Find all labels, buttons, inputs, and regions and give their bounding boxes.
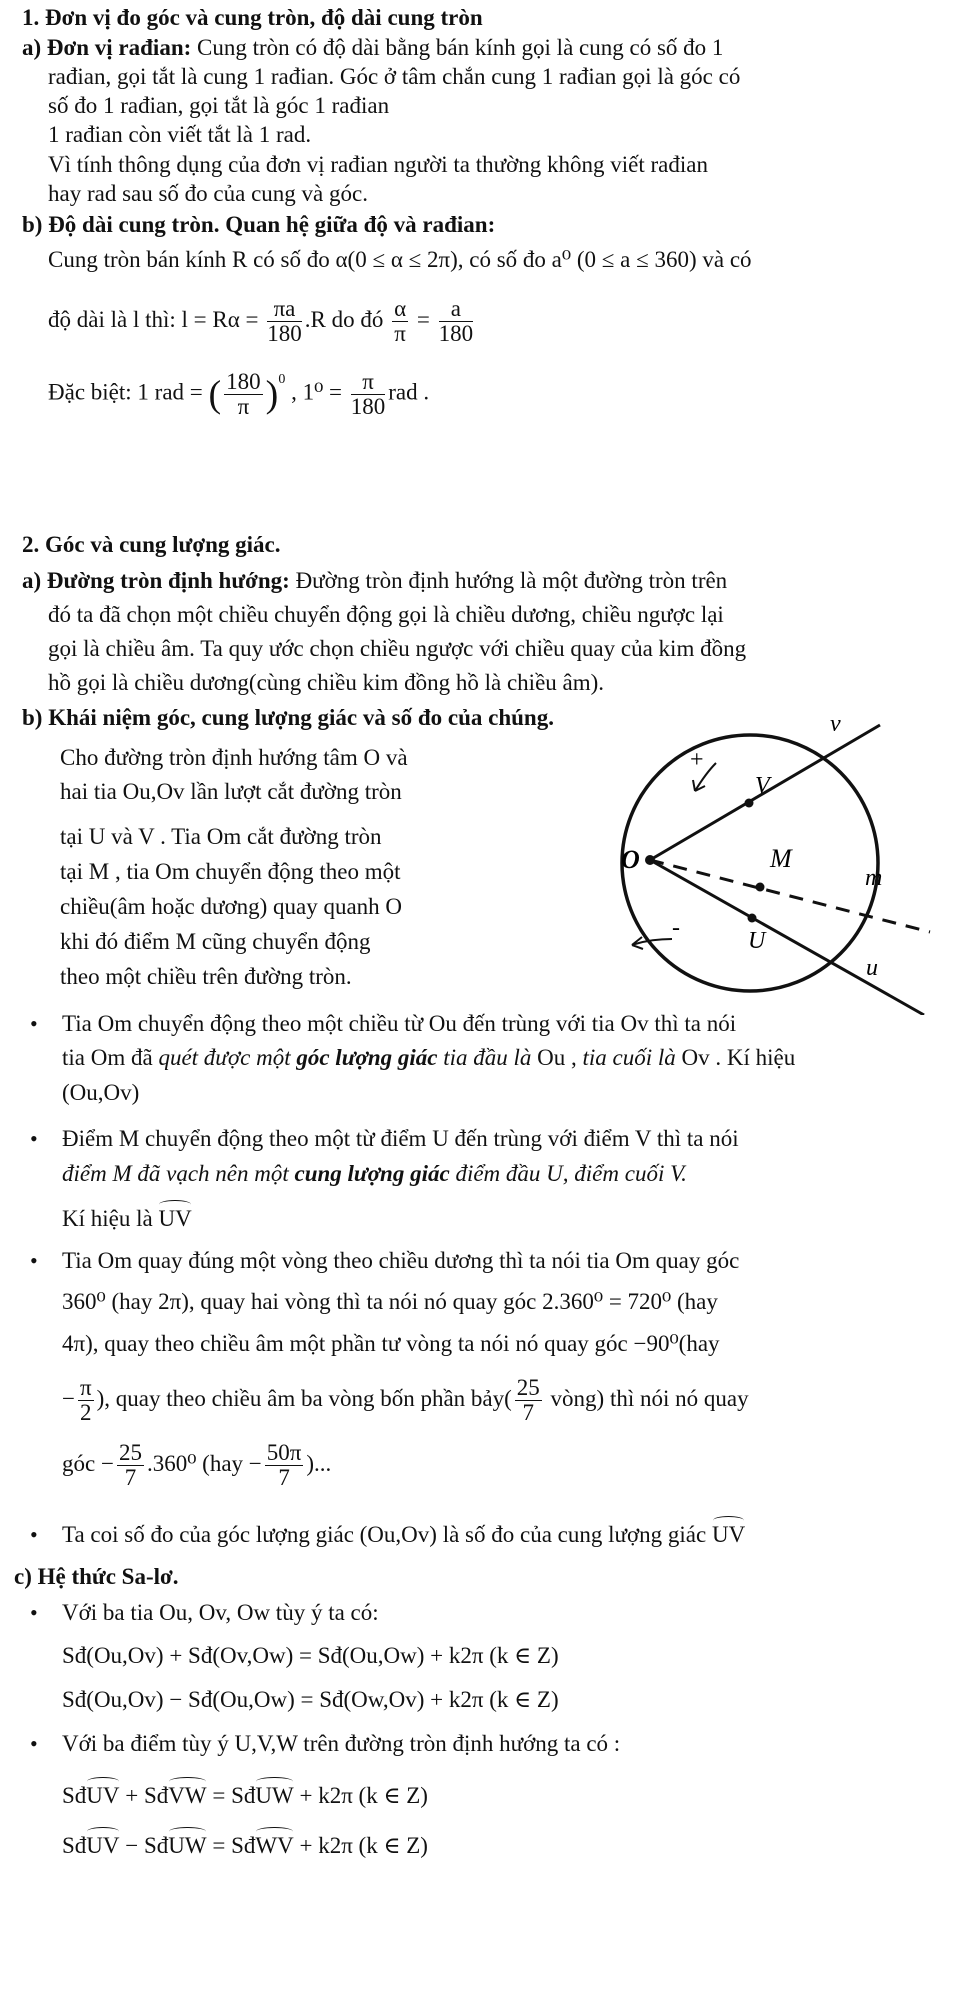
label-v-ray: v — [830, 711, 841, 737]
right-paren: ) — [265, 373, 279, 416]
s2-b-text-line: hai tia Ou,Ov lần lượt cắt đường tròn — [60, 779, 402, 804]
bullet-2-line-2 — [62, 1160, 687, 1188]
s2-b-text-line: khi đó điểm M cũng chuyển động — [60, 929, 371, 954]
label-point-v: V — [755, 773, 770, 799]
bullet-3-line-2: 360⁰ (hay 2π), quay hai vòng thì ta nói nó quay góc 2.360⁰ = 720⁰ (hay — [62, 1289, 718, 1314]
fraction-denominator: 2 — [80, 1400, 92, 1426]
center-point-o — [645, 855, 655, 865]
text-run-italic: điểm đầu U, điểm cuối V. — [455, 1161, 687, 1186]
s1-b-formula-line — [48, 292, 476, 348]
text-run: .360⁰ (hay − — [146, 1451, 262, 1476]
label-minus: - — [672, 915, 680, 941]
bullet-dot: • — [30, 1731, 38, 1756]
text-run: + k2π (k ∈ Z) — [293, 1833, 428, 1858]
label-point-m: M — [770, 844, 792, 873]
fraction-numerator: 25 — [118, 1440, 142, 1466]
dacbiet-mid: , 1⁰ = — [291, 379, 343, 405]
fraction-numerator: 180 — [226, 368, 261, 394]
s1-a-line-3: số đo 1 rađian, gọi tắt là góc 1 rađian — [48, 93, 390, 118]
s1-b-formula-mid: .R do đó — [304, 307, 384, 332]
fraction-pi-over-2 — [78, 1376, 94, 1425]
label-u-ray: u — [866, 955, 878, 981]
point-u — [748, 914, 757, 923]
s1-b-label: b) Độ dài cung tròn. Quan hệ giữa độ và rađian: — [22, 212, 496, 237]
s1-a-line-6: hay rad sau số đo của cung và góc. — [48, 181, 368, 206]
arc-uv: UV — [86, 1783, 120, 1808]
bullet-1-line-1: Tia Om chuyển động theo một chiều từ Ou đến trùng với tia Ov thì ta nói — [62, 1011, 737, 1036]
text-run: Ta coi số đo của góc lượng giác (Ou,Ov) là số đo của cung lượng giác — [62, 1522, 707, 1547]
s1-dacbiet-line — [48, 360, 429, 422]
fraction-numerator: α — [394, 296, 407, 322]
text-run-bold-italic: cung lượng giác — [294, 1161, 450, 1186]
text-run: = Sđ — [206, 1833, 256, 1858]
dacbiet-end: rad . — [388, 379, 430, 405]
s1-a-label: a) Đơn vị rađian: — [22, 35, 192, 60]
fraction-denominator: π — [394, 321, 406, 347]
s2-a-label: a) Đường tròn định hướng: — [22, 568, 290, 593]
text-run-italic: tia cuối là — [582, 1045, 676, 1070]
text-run: Ov . Kí hiệu — [681, 1045, 796, 1070]
text-run: Sđ — [62, 1783, 87, 1808]
fraction-numerator: π — [79, 1375, 92, 1401]
label-m-ray: m — [865, 865, 883, 891]
s2-b-text-line: theo một chiều trên đường tròn. — [60, 964, 352, 989]
fraction-a-over-180 — [439, 297, 474, 346]
s2-b-text-line: Cho đường tròn định hướng tâm O và — [60, 745, 408, 770]
bullet-dot: • — [30, 1011, 38, 1036]
section-2-heading: 2. Góc và cung lượng giác. — [22, 532, 281, 557]
s1-a-line-5: Vì tính thông dụng của đơn vị rađian người ta thường không viết rađian — [48, 152, 708, 177]
s2-b-heading: b) Khái niệm góc, cung lượng giác và số đo của chúng. — [22, 705, 554, 730]
fraction-25-over-7 — [515, 1376, 542, 1425]
fraction-25-over-7 — [117, 1441, 144, 1490]
left-paren: ( — [208, 373, 222, 416]
bullet-3-line-1: Tia Om quay đúng một vòng theo chiều dương thì ta nói tia Om quay góc — [62, 1248, 740, 1273]
fraction-denominator: 180 — [438, 321, 474, 347]
salo-formula-4 — [62, 1832, 428, 1860]
point-v — [745, 799, 754, 808]
section-c-heading: c) Hệ thức Sa-lơ. — [14, 1564, 179, 1589]
bullet-3-line-3: 4π), quay theo chiều âm một phần tư vòng ta nói nó quay góc −90⁰(hay — [62, 1331, 720, 1356]
label-point-u: U — [748, 928, 766, 954]
bullet-2-line-3 — [62, 1205, 192, 1233]
s2-a-line-3: gọi là chiều âm. Ta quy ước chọn chiều ngược với chiều quay của kim đồng — [48, 636, 747, 661]
s2-a-text-1: Đường tròn định hướng là một đường tròn trên — [295, 568, 728, 593]
s1-a-line-2: rađian, gọi tắt là cung 1 rađian. Góc ở tâm chắn cung 1 rađian gọi là góc có — [48, 64, 741, 89]
fraction-numerator: 25 — [516, 1375, 540, 1401]
arc-wv: WV — [255, 1833, 294, 1858]
s2-a-line-2: đó ta đã chọn một chiều chuyển động gọi là chiều dương, chiều ngược lại — [48, 602, 724, 627]
salo-bullet-2: Với ba điểm tùy ý U,V,W trên đường tròn định hướng ta có : — [62, 1731, 621, 1756]
label-plus: + — [690, 747, 704, 773]
label-center-o: O — [621, 845, 640, 874]
text-run: )... — [306, 1451, 332, 1476]
s2-b-text-line: tại M , tia Om chuyển động theo một — [60, 859, 401, 884]
bullet-2-line-1: Điểm M chuyển động theo một từ điểm U đến trùng với điểm V thì ta nói — [62, 1126, 739, 1151]
arc-uv: UV — [711, 1522, 746, 1547]
point-m — [756, 883, 765, 892]
text-run-italic: quét được một — [158, 1045, 291, 1070]
fraction-numerator: πa — [267, 297, 302, 322]
s1-a-text-1: Cung tròn có độ dài bằng bán kính gọi là cung có số đo 1 — [197, 35, 724, 60]
arc-uv: UV — [158, 1206, 192, 1231]
s2-a-line-4: hồ gọi là chiều dương(cùng chiều kim đồng hồ là chiều âm). — [48, 670, 605, 695]
s2-b-text-line: tại U và V . Tia Om cắt đường tròn — [60, 824, 382, 849]
arc-uv: UV — [86, 1833, 120, 1858]
s1-a-line-1 — [22, 34, 723, 62]
fraction-50pi-over-7 — [265, 1441, 304, 1490]
text-run: = Sđ — [206, 1783, 256, 1808]
salo-formula-1: Sđ(Ou,Ov) + Sđ(Ov,Ow) = Sđ(Ou,Ow) + k2π (k ∈ Z) — [62, 1643, 559, 1668]
bullet-dot: • — [30, 1248, 38, 1273]
text-run: Ou , — [537, 1045, 577, 1070]
fraction-numerator: π — [351, 370, 386, 395]
fraction-denominator: 7 — [124, 1465, 137, 1491]
text-run-bold-italic: góc lượng giác — [296, 1045, 438, 1070]
arc-vw: VW — [168, 1783, 207, 1808]
salo-formula-3 — [62, 1782, 428, 1810]
bullet-1-line-2 — [62, 1044, 795, 1072]
s1-a-line-4: 1 rađian còn viết tắt là 1 rad. — [48, 122, 312, 147]
text-run: vòng) thì nói nó quay — [544, 1386, 749, 1411]
fraction-pi-over-180 — [351, 370, 386, 419]
salo-formula-2: Sđ(Ou,Ov) − Sđ(Ou,Ow) = Sđ(Ow,Ov) + k2π (k ∈ Z) — [62, 1687, 559, 1712]
fraction-numerator: 50π — [266, 1440, 302, 1466]
bullet-1-line-3: (Ou,Ov) — [62, 1080, 140, 1105]
s1-b-formula-start: độ dài là l thì: l = Rα = — [48, 307, 259, 332]
oriented-circle-diagram — [520, 705, 969, 1015]
text-run-italic: tia đầu là — [443, 1045, 532, 1070]
bullet-3-line-4 — [62, 1371, 749, 1427]
text-run: + k2π (k ∈ Z) — [293, 1783, 428, 1808]
s2-a-line-1 — [22, 567, 727, 595]
ray-ou — [650, 860, 924, 1015]
text-run: góc − — [62, 1451, 114, 1476]
salo-bullet-1: Với ba tia Ou, Ov, Ow tùy ý ta có: — [62, 1600, 379, 1625]
bullet-3-line-5 — [62, 1436, 331, 1492]
s2-b-text-line: chiều(âm hoặc dương) quay quanh O — [60, 894, 403, 919]
fraction-alpha-over-pi — [392, 297, 408, 346]
arc-uw: UW — [255, 1783, 294, 1808]
dacbiet-start: Đặc biệt: 1 rad = — [48, 379, 203, 405]
text-run: − — [62, 1386, 75, 1411]
fraction-pia-over-180 — [267, 297, 302, 346]
text-run-italic: điểm M đã vạch nên một — [62, 1161, 289, 1186]
text-run: ), quay theo chiều âm ba vòng bốn phần bảy( — [96, 1386, 512, 1411]
text-run: Sđ — [62, 1833, 87, 1858]
bullet-4-line — [62, 1521, 745, 1549]
arc-uw: UW — [168, 1833, 207, 1858]
bullet-dot: • — [30, 1600, 38, 1625]
fraction-denominator: 180 — [267, 321, 302, 347]
fraction-denominator: 7 — [278, 1465, 290, 1491]
fraction-180-over-pi — [224, 370, 263, 419]
equals-sign: = — [416, 307, 430, 332]
fraction-numerator: a — [439, 297, 474, 322]
bullet-dot: • — [30, 1126, 38, 1151]
degree-superscript: 0 — [278, 372, 286, 387]
text-run: + Sđ — [119, 1783, 169, 1808]
fraction-denominator: 7 — [522, 1400, 535, 1426]
text-run: Kí hiệu là — [62, 1206, 153, 1231]
fraction-denominator: π — [237, 393, 250, 419]
section-1-heading: 1. Đơn vị đo góc và cung tròn, độ dài cung tròn — [22, 5, 483, 30]
s1-b-line-1: Cung tròn bán kính R có số đo α(0 ≤ α ≤ 2π), có số đo a⁰ (0 ≤ a ≤ 360) và có — [48, 247, 752, 272]
bullet-dot: • — [30, 1522, 38, 1547]
fraction-denominator: 180 — [350, 393, 386, 419]
text-run: − Sđ — [119, 1833, 169, 1858]
text-run: tia Om đã — [62, 1045, 153, 1070]
